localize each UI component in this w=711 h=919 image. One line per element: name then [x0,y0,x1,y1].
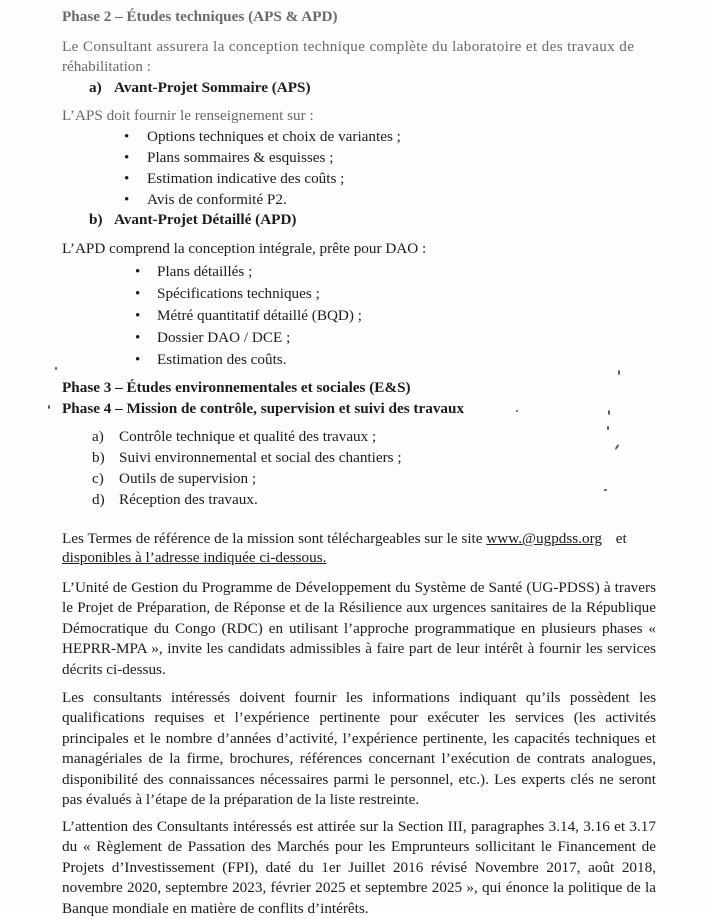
bullet-icon: • [124,170,130,187]
phase2-intro-line1: Le Consultant assurera la conception technique complète du laboratoire et des travaux de [62,38,635,55]
phase4-item-label: d) [92,491,105,508]
paragraph-attention: L’attention des Consultants intéressés est attirée sur la Section III, paragraphes 3.14, 3.16 et 3.17 du « Règlement de Passation des Marchés pour les Emprunteurs sollicitant le Financement de Projets d’Investissement (FPI), daté du 1er Juillet 2016 révisé Novembre 2017, août 2018, novembre 2020, septembre 2023, février 2025 et septembre 2025 », qui énonce la politique de la Banque mondiale en matière de conflits d’intérêts. [62,818,656,917]
aps-item: Avis de conformité P2. [147,191,287,208]
phase4-item: Suivi environnemental et social des chantiers ; [119,449,402,466]
phase4-heading: Phase 4 – Mission de contrôle, supervision et suivi des travaux [62,400,465,417]
scan-speck [48,405,50,409]
aps-title: Avant-Projet Sommaire (APS) [114,79,311,96]
aps-item: Options techniques et choix de variantes ; [147,128,401,145]
bullet-icon: • [135,329,141,346]
tdr-text-after: et [611,530,627,547]
aps-label: a) [89,79,102,96]
apd-label: b) [89,211,103,228]
bullet-icon: • [135,307,141,324]
aps-lead: L’APS doit fournir le renseignement sur : [62,107,314,124]
apd-lead: L’APD comprend la conception intégrale, prête pour DAO : [62,240,427,257]
apd-item: Dossier DAO / DCE ; [157,329,291,346]
tdr-line2: disponibles à l’adresse indiquée ci-dessous. [62,549,327,566]
phase3-heading: Phase 3 – Études environnementales et sociales (E&S) [62,379,411,396]
apd-item: Métré quantitatif détaillé (BQD) ; [157,307,362,324]
apd-item: Plans détaillés ; [157,263,253,280]
scan-speck [607,426,609,430]
tdr-line1 [62,530,627,548]
phase4-item-label: c) [92,470,104,487]
scan-speck [604,489,607,491]
bullet-icon: • [135,263,141,280]
bullet-icon: • [124,149,130,166]
aps-item: Plans sommaires & esquisses ; [147,149,334,166]
scan-speck [608,410,610,415]
apd-item: Spécifications techniques ; [157,285,320,302]
scan-speck [618,370,620,375]
scan-speck [55,367,57,370]
apd-title: Avant-Projet Détaillé (APD) [114,211,297,228]
phase2-intro-line2: réhabilitation : [62,58,151,75]
bullet-icon: • [124,191,130,208]
phase4-item-label: b) [92,449,105,466]
bullet-icon: • [124,128,130,145]
apd-item: Estimation des coûts. [157,351,287,368]
paragraph-ugpdss: L’Unité de Gestion du Programme de Développement du Système de Santé (UG-PDSS) à travers le Projet de Préparation, de Réponse et de la Résilience aux urgences sanitaires de la République Démocratique du Congo (RDC) en utilisant l’approche programmatique en plusieurs phases « HEPRR-MPA », invite les candidats admissibles à faire part de leur intérêt à fournir les services décrits ci-dessus. [62,579,656,678]
bullet-icon: • [135,285,141,302]
website-link[interactable]: www.@ugpdss.org [486,530,602,547]
phase4-item: Outils de supervision ; [119,470,257,487]
phase2-heading: Phase 2 – Études techniques (APS & APD) [62,8,338,25]
phase4-item: Contrôle technique et qualité des travaux ; [119,428,377,445]
tdr-text: Les Termes de référence de la mission sont téléchargeables sur le site [62,530,487,547]
scan-speck [516,410,518,412]
bullet-icon: • [135,351,141,368]
scan-speck [614,444,619,450]
phase4-item-label: a) [92,428,104,445]
paragraph-consultants: Les consultants intéressés doivent fournir les informations indiquant qu’ils possèdent les qualifications requises et l’expérience pertinente pour exécuter les services (les activités principales et le nombre d’années d’activité, l’expérience pertinente, les capacités techniques et managériales de la firme, brochures, références concernant l’exécution de contrats analogues, disponibilité des connaissances nécessaires parmi le personnel, etc.). Les experts clés ne seront pas évalués à l’étape de la préparation de la liste restreinte. [62,689,656,809]
phase4-item: Réception des travaux. [119,491,258,508]
aps-item: Estimation indicative des coûts ; [147,170,345,187]
